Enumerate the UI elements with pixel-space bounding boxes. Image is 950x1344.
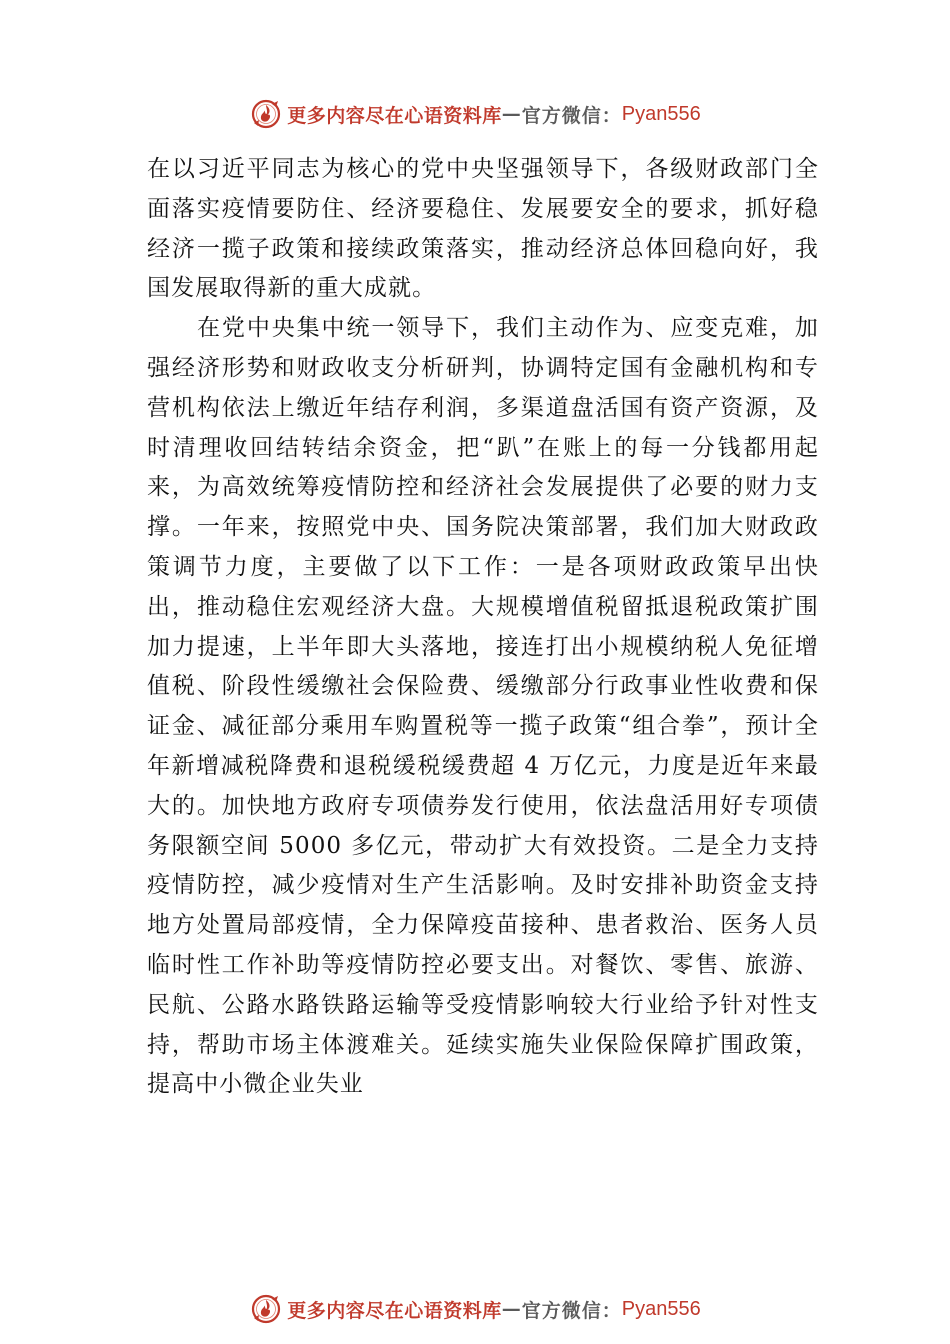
banner-site-name: 更多内容尽在心语资料库: [287, 1299, 502, 1322]
banner-wechat-label: 官方微信：: [521, 104, 622, 127]
banner-wechat-label: 官方微信：: [521, 1299, 622, 1322]
red-flame-seal-icon: [249, 1292, 283, 1326]
paragraph-1: 在以习近平同志为核心的党中央坚强领导下，各级财政部门全面落实疫情要防住、经济要稳住、发展要安全的要求，抓好稳经济一揽子政策和接续政策落实，推动经济总体回稳向好，我国发展取得新的重大成就。: [147, 156, 819, 302]
banner-site-name: 更多内容尽在心语资料库: [287, 104, 502, 127]
footer-banner: [0, 1292, 950, 1326]
paragraph-2: 在党中央集中统一领导下，我们主动作为、应变克难，加强经济形势和财政收支分析研判，协调特定国有金融机构和专营机构依法上缴近年结存利润，多渠道盘活国有资产资源，及时清理收回结转结余资金，把“趴”在账上的每一分钱都用起来，为高效统筹疫情防控和经济社会发展提供了必要的财力支撑。一年来，按照党中央、国务院决策部署，我们加大财政政策调节力度，主要做了以下工作：一是各项财政政策早出快出，推动稳住宏观经济大盘。大规模增值税留抵退税政策扩围加力提速，上半年即大头落地，接连打出小规模纳税人免征增值税、阶段性缓缴社会保险费、缓缴部分行政事业性收费和保证金、减征部分乘用车购置税等一揽子政策“组合拳”，预计全年新增减税降费和退税缓税缓费超 4 万亿元，力度是近年来最大的。加快地方政府专项债券发行使用，依法盘活用好专项债务限额空间 5000 多亿元，带动扩大有效投资。二是全力支持疫情防控，减少疫情对生产生活影响。及时安排补助资金支持地方处置局部疫情，全力保障疫苗接种、患者救治、医务人员临时性工作补助等疫情防控必要支出。对餐饮、零售、旅游、民航、公路水路铁路运输等受疫情影响较大行业给予针对性支持，帮助市场主体渡难关。延续实施失业保险保障扩围政策，提高中小微企业失业: [147, 315, 819, 1098]
document-body: [147, 150, 819, 1105]
red-flame-seal-icon: [249, 97, 283, 131]
banner-dash: —: [501, 1298, 522, 1320]
header-banner: [0, 97, 950, 131]
banner-dash: —: [501, 103, 522, 125]
banner-wechat-id: Pyan556: [621, 1297, 701, 1320]
banner-wechat-id: Pyan556: [621, 102, 701, 125]
